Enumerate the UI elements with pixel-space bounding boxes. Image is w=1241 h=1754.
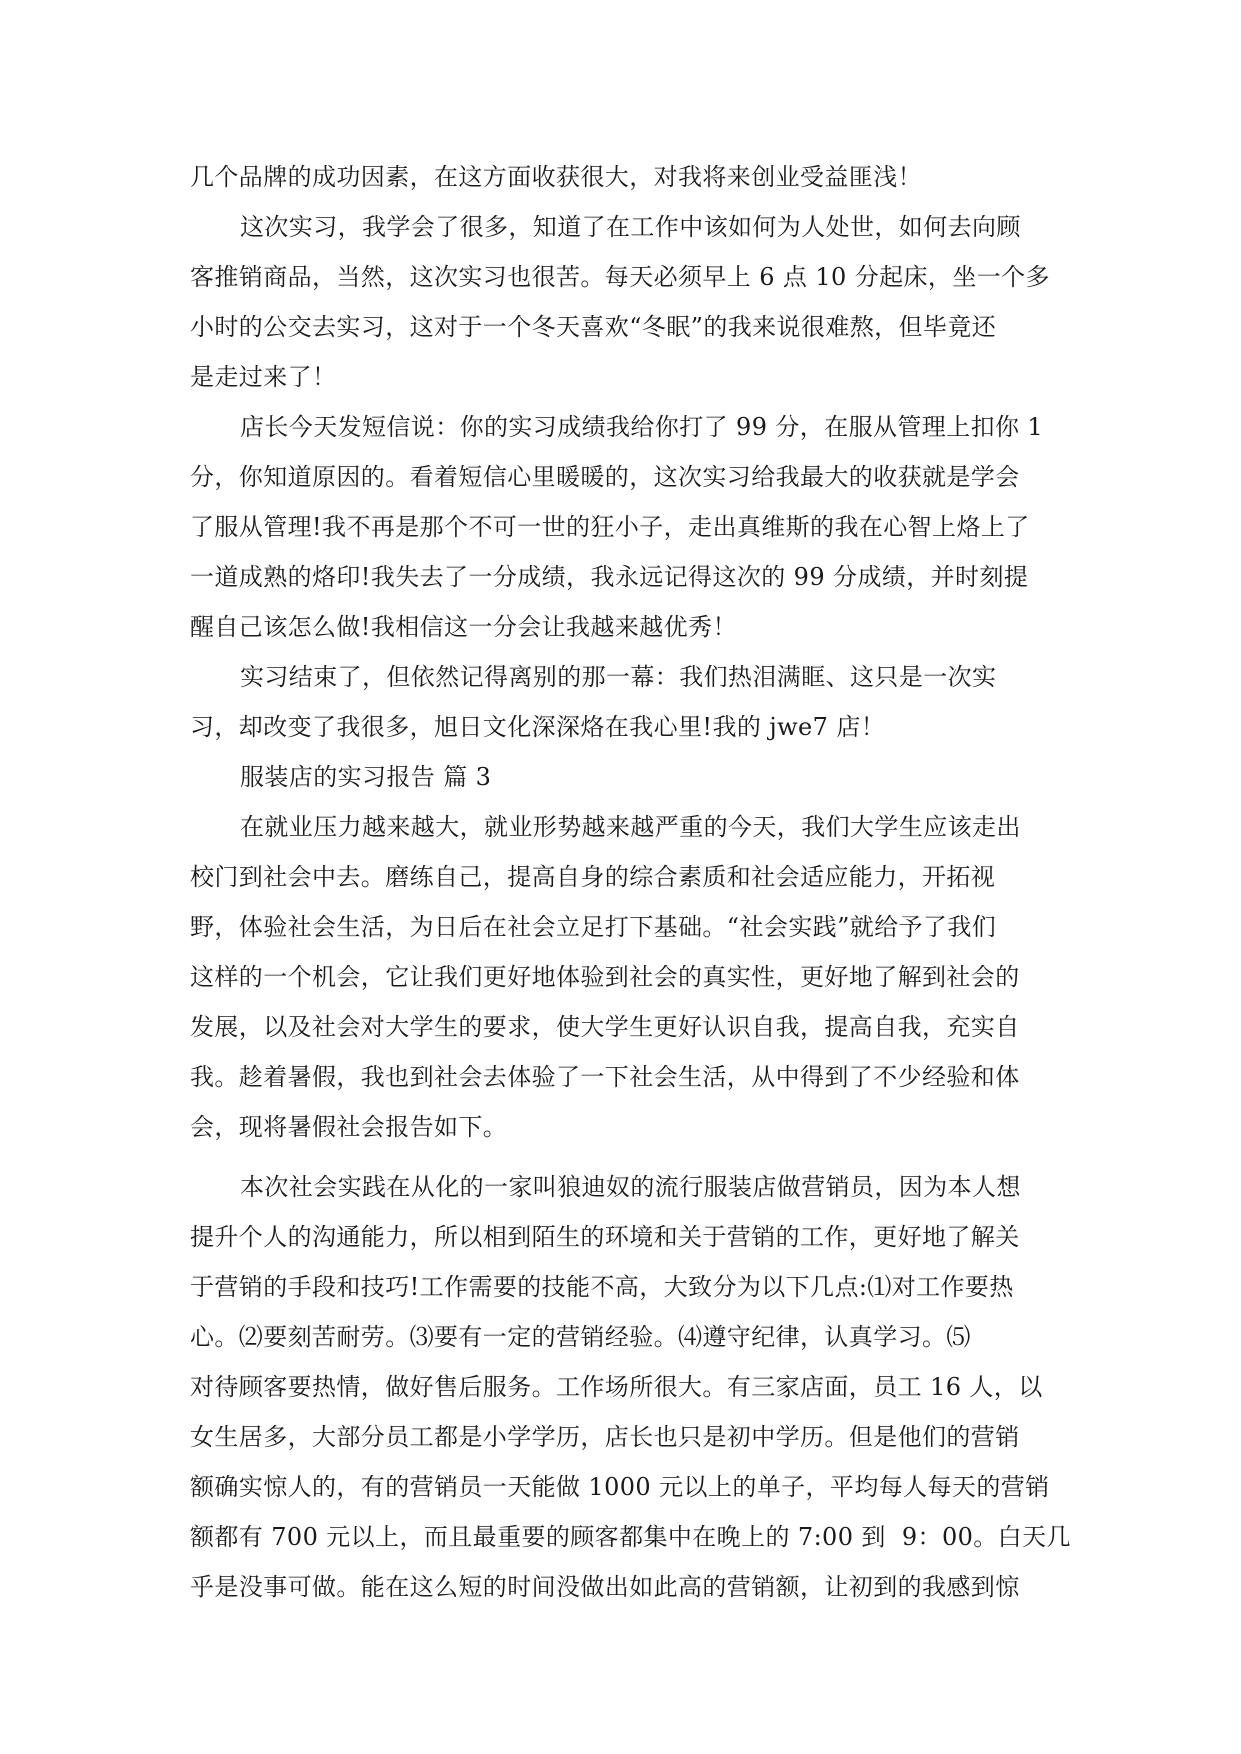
- text-line: 发展，以及社会对大学生的要求，使大学生更好认识自我，提高自我，充实自: [190, 1013, 1020, 1041]
- text-line: 一道成熟的烙印!我失去了一分成绩，我永远记得这次的 99 分成绩，并时刻提: [190, 563, 1029, 591]
- text-line: 额确实惊人的，有的营销员一天能做 1000 元以上的单子，平均每人每天的营销: [190, 1473, 1050, 1501]
- text-line: 小时的公交去实习，这对于一个冬天喜欢“冬眠”的我来说很难熬，但毕竟还: [190, 313, 997, 341]
- text-line: 在就业压力越来越大，就业形势越来越严重的今天，我们大学生应该走出: [240, 813, 1021, 841]
- text-line: 对待顾客要热情，做好售后服务。工作场所很大。有三家店面，员工 16 人，以: [190, 1373, 1043, 1401]
- text-line: 客推销商品，当然，这次实习也很苦。每天必须早上 6 点 10 分起床，坐一个多: [190, 263, 1050, 291]
- text-line: 本次社会实践在从化的一家叫狼迪奴的流行服装店做营销员，因为本人想: [240, 1173, 1021, 1201]
- text-line: 校门到社会中去。磨练自己，提高自身的综合素质和社会适应能力，开拓视: [190, 863, 996, 891]
- text-line: 几个品牌的成功因素，在这方面收获很大，对我将来创业受益匪浅！: [190, 163, 922, 191]
- text-line: 习，却改变了我很多，旭日文化深深烙在我心里!我的 jwe7 店！: [190, 713, 886, 741]
- text-line: 女生居多，大部分员工都是小学学历，店长也只是初中学历。但是他们的营销: [190, 1423, 1020, 1451]
- text-line: 野，体验社会生活，为日后在社会立足打下基础。“社会实践”就给予了我们: [190, 913, 997, 941]
- text-line: 醒自己该怎么做!我相信这一分会让我越来越优秀！: [190, 613, 737, 641]
- text-line: 这样的一个机会，它让我们更好地体验到社会的真实性，更好地了解到社会的: [190, 963, 1020, 991]
- text-line: 是走过来了！: [190, 363, 337, 391]
- text-line: 分，你知道原因的。看着短信心里暖暖的，这次实习给我最大的收获就是学会: [190, 463, 1020, 491]
- text-line: 心。⑵要刻苦耐劳。⑶要有一定的营销经验。⑷遵守纪律，认真学习。⑸: [190, 1323, 971, 1351]
- text-line: 于营销的手段和技巧!工作需要的技能不高，大致分为以下几点:⑴对工作要热: [190, 1273, 1014, 1301]
- text-line: 实习结束了，但依然记得离别的那一幕：我们热泪满眶、这只是一次实: [240, 663, 997, 691]
- text-line: 店长今天发短信说：你的实习成绩我给你打了 99 分，在服从管理上扣你 1: [240, 413, 1044, 441]
- text-line: 提升个人的沟通能力，所以相到陌生的环境和关于营销的工作，更好地了解关: [190, 1223, 1020, 1251]
- text-line: 乎是没事可做。能在这么短的时间没做出如此高的营销额，让初到的我感到惊: [190, 1573, 1020, 1601]
- text-line: 会，现将暑假社会报告如下。: [190, 1113, 508, 1141]
- text-line: 这次实习，我学会了很多，知道了在工作中该如何为人处世，如何去向顾: [240, 213, 1021, 241]
- text-line: 额都有 700 元以上，而且最重要的顾客都集中在晚上的 7:00 到 9：00。白天几: [190, 1523, 1071, 1551]
- text-line: 了服从管理!我不再是那个不可一世的狂小子，走出真维斯的我在心智上烙上了: [190, 513, 1030, 541]
- section-heading: 服装店的实习报告 篇 3: [240, 763, 492, 791]
- text-line: 我。趁着暑假，我也到社会去体验了一下社会生活，从中得到了不少经验和体: [190, 1063, 1020, 1091]
